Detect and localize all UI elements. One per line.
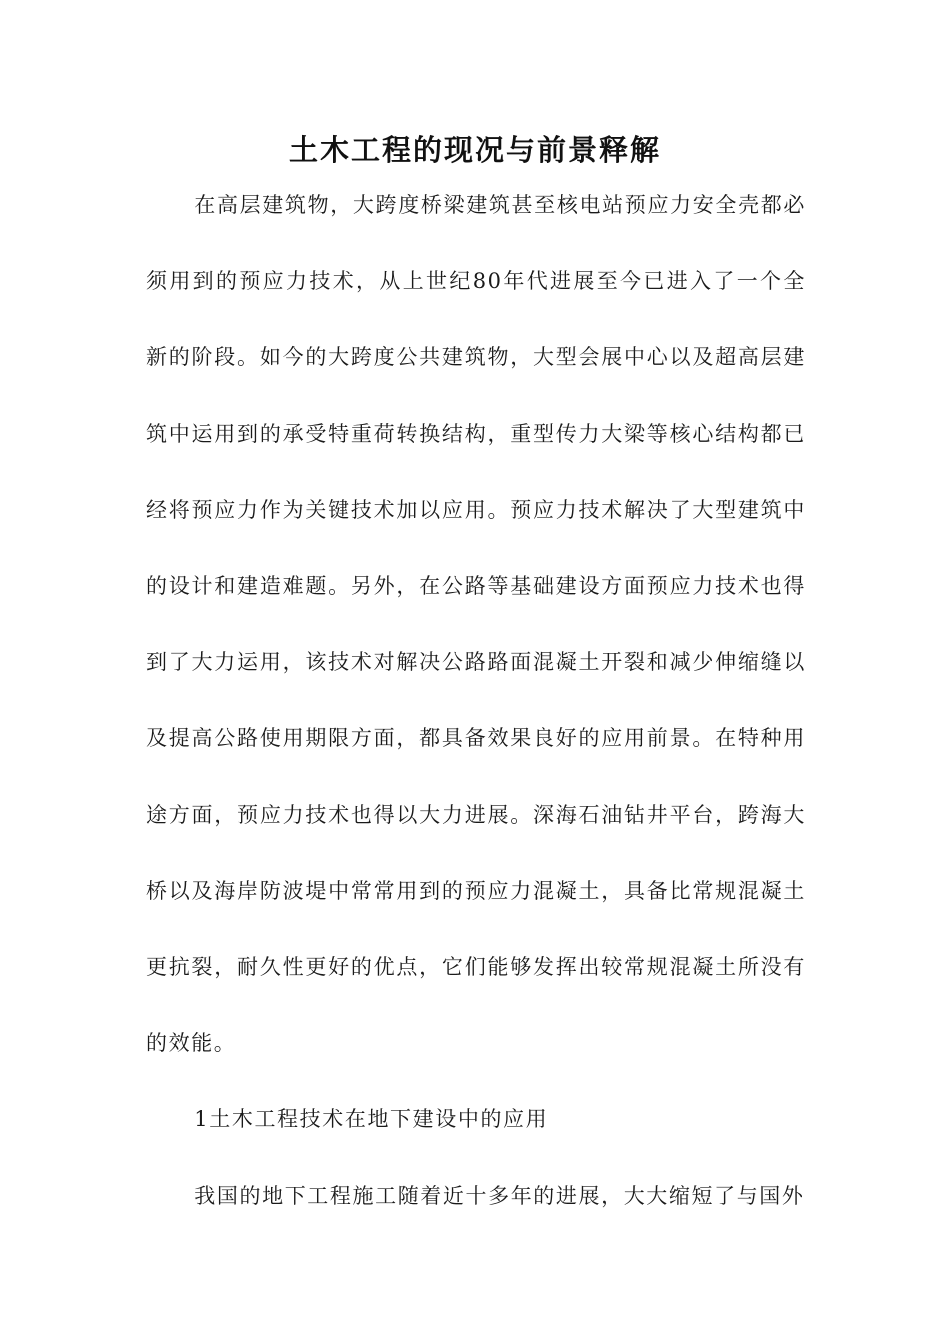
paragraph-underground-construction: 我国的地下工程施工随着近十多年的进展，大大缩短了与国外 — [194, 1183, 805, 1208]
document-title: 土木工程的现况与前景释解 — [288, 133, 661, 167]
document-body — [146, 167, 806, 1234]
paragraph-prestress-technology: 在高层建筑物，大跨度桥梁建筑甚至核电站预应力安全壳都必须用到的预应力技术，从上世纪80年代进展至今已进入了一个全新的阶段。如今的大跨度公共建筑物，大型会展中心以及超高层建筑中运用到的承受特重荷转换结构，重型传力大梁等核心结构都已经将预应力作为关键技术加以应用。预应力技术解决了大型建筑中的设计和建造难题。另外，在公路等基础建设方面预应力技术也得到了大力运用，该技术对解决公路路面混凝土开裂和减少伸缩缝以及提高公路使用期限方面，都具备效果良好的应用前景。在特种用途方面，预应力技术也得以大力进展。深海石油钻井平台，跨海大桥以及海岸防波堤中常常用到的预应力混凝土，具备比常规混凝土更抗裂，耐久性更好的优点，它们能够发挥出较常规混凝土所没有的效能。 — [146, 193, 806, 1056]
section-heading-underground: 1土木工程技术在地下建设中的应用 — [194, 1107, 549, 1132]
